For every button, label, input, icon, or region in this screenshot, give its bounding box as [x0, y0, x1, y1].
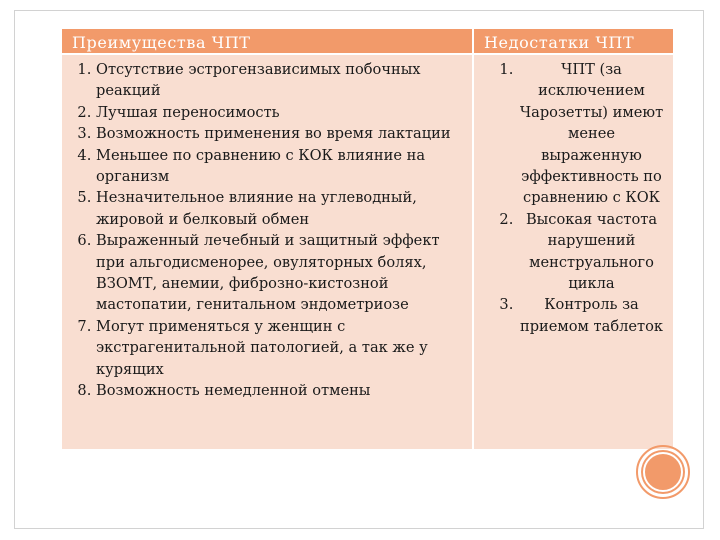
- disadvantages-list: [474, 55, 673, 337]
- table-header-row: [61, 28, 674, 54]
- list-item: 2. Лучшая переносимость: [96, 102, 468, 123]
- header-advantages: Преимущества ЧПТ: [61, 28, 473, 54]
- list-item: 5. Незначительное влияние на углеводный, жировой и белковый обмен: [96, 187, 468, 230]
- list-item: 3. Возможность применения во время лактации: [96, 123, 468, 144]
- advantages-list: [62, 55, 472, 402]
- list-item: 6. Выраженный лечебный и защитный эффект при альгодисменорее, овуляторных болях, ВЗОМТ, анемии, фиброзно-кистозной мастопатии, генитальном эндометриозе: [96, 230, 468, 316]
- table-row: [61, 54, 674, 450]
- list-item: 2. Высокая частота нарушений менструального цикла: [518, 209, 665, 295]
- list-item: 3. Контроль за приемом таблеток: [518, 294, 665, 337]
- list-item: 1. Отсутствие эстрогензависимых побочных реакций: [96, 59, 468, 102]
- list-item: 4. Меньшее по сравнению с КОК влияние на организм: [96, 145, 468, 188]
- comparison-table: [60, 27, 675, 451]
- list-item: 1. ЧПТ (за исключением Чарозетты) имеют менее выраженную эффективность по сравнению с КОК: [518, 59, 665, 209]
- advantages-cell: [61, 54, 473, 450]
- list-item: 8. Возможность немедленной отмены: [96, 380, 468, 401]
- header-disadvantages: Недостатки ЧПТ: [473, 28, 674, 54]
- disadvantages-cell: [473, 54, 674, 450]
- decorative-ring: [636, 445, 690, 499]
- list-item: 7. Могут применяться у женщин с экстрагенитальной патологией, а так же у курящих: [96, 316, 468, 380]
